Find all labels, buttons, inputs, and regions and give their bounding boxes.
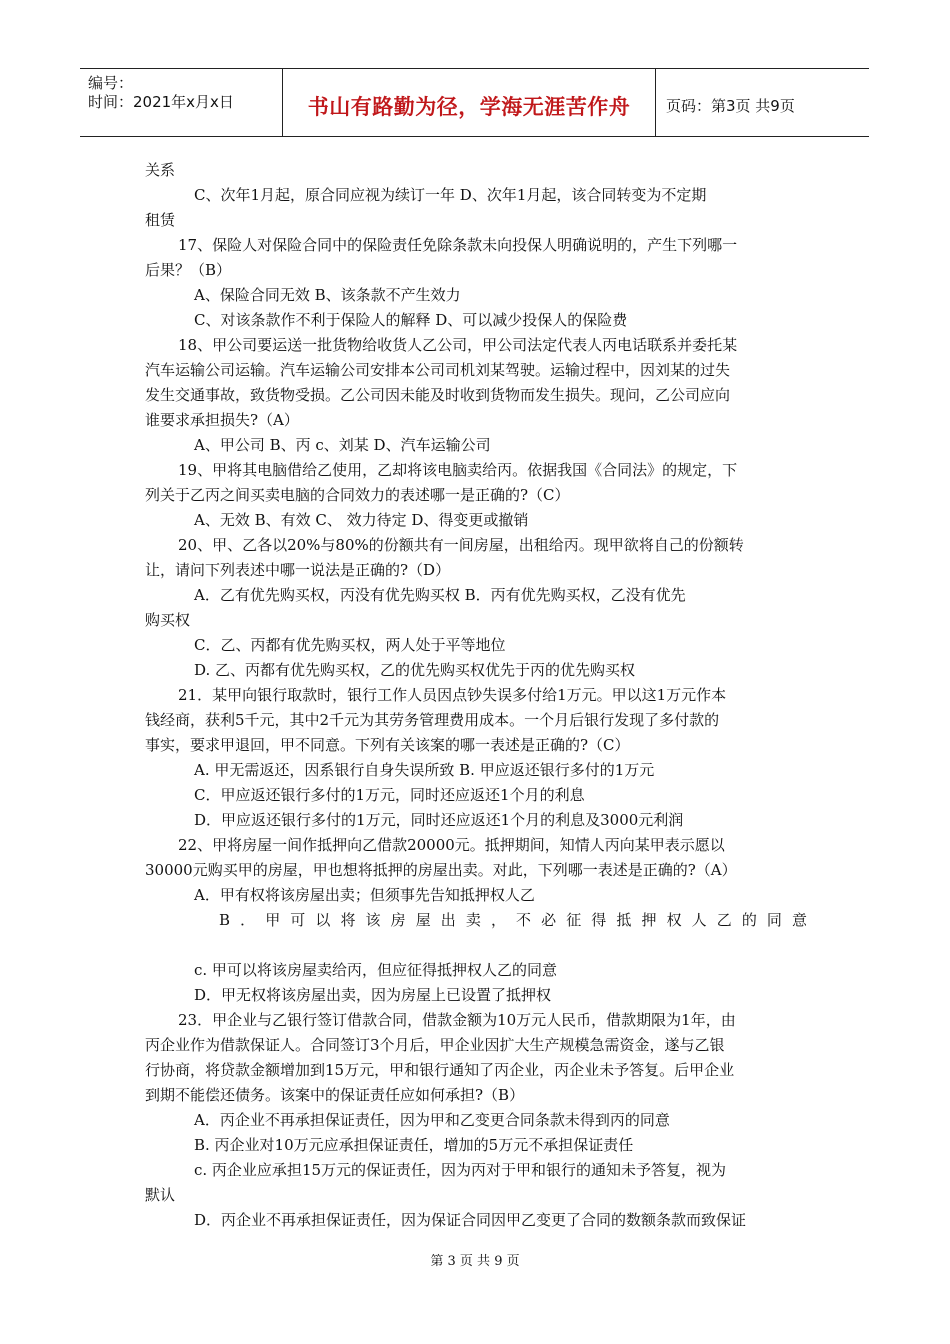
page-number-label: 页码：第3页 共9页 <box>666 97 795 115</box>
text-line: 租赁 <box>145 211 176 229</box>
text-line: C．乙、丙都有优先购买权，两人处于平等地位 <box>194 636 506 654</box>
text-line: 关系 <box>145 161 176 179</box>
text-line: 30000元购买甲的房屋，甲也想将抵押的房屋出卖。对此，下列哪一表述是正确的?（A） <box>145 861 737 879</box>
text-line: D. 乙、丙都有优先购买权，乙的优先购买权优先于丙的优先购买权 <box>194 661 636 679</box>
text-line: 行协商，将贷款金额增加到15万元，甲和银行通知了丙企业，丙企业未予答复。后甲企业 <box>145 1061 735 1079</box>
text-line: 17、保险人对保险合同中的保险责任免除条款未向投保人明确说明的，产生下列哪一 <box>178 236 738 254</box>
text-line: c. 丙企业应承担15万元的保证责任，因为丙对于甲和银行的通知未予答复，视为 <box>194 1161 727 1179</box>
time-label: 时间：2021年x月x日 <box>88 93 234 111</box>
text-line: C、次年1月起，原合同应视为续订一年 D、次年1月起，该合同转变为不定期 <box>194 186 707 204</box>
text-line: 列关于乙丙之间买卖电脑的合同效力的表述哪一是正确的?（C） <box>145 486 570 504</box>
text-line: 22、甲将房屋一间作抵押向乙借款20000元。抵押期间，知情人丙向某甲表示愿以 <box>178 836 725 854</box>
text-line: 18、甲公司要运送一批货物给收货人乙公司，甲公司法定代表人丙电话联系并委托某 <box>178 336 738 354</box>
motto-text: 书山有路勤为径，学海无涯苦作舟 <box>307 95 631 119</box>
page-header <box>80 68 869 137</box>
text-line: B．甲可以将该房屋出卖，不必征得抵押权人乙的同意 <box>219 911 807 929</box>
text-line: 21．某甲向银行取款时，银行工作人员因点钞失误多付给1万元。甲以这1万元作本 <box>178 686 727 704</box>
text-line: 发生交通事故，致货物受损。乙公司因未能及时收到货物而发生损失。现问，乙公司应向 <box>145 386 731 404</box>
text-line: 20、甲、乙各以20%与80%的份额共有一间房屋，出租给丙。现甲欲将自己的份额转 <box>178 536 744 554</box>
text-line: 让，请问下列表述中哪一说法是正确的?（D） <box>145 561 451 579</box>
text-line: 谁要求承担损失?（A） <box>145 411 299 429</box>
text-line: 到期不能偿还债务。该案中的保证责任应如何承担?（B） <box>145 1086 525 1104</box>
text-line: A、甲公司 B、丙 c、刘某 D、汽车运输公司 <box>194 436 491 454</box>
text-line: 钱经商，获利5千元，其中2千元为其劳务管理费用成本。一个月后银行发现了多付款的 <box>145 711 720 729</box>
text-line: B. 丙企业对10万元应承担保证责任，增加的5万元不承担保证责任 <box>194 1136 634 1154</box>
text-line: 汽车运输公司运输。汽车运输公司安排本公司司机刘某驾驶。运输过程中，因刘某的过失 <box>145 361 731 379</box>
header-meta <box>80 69 283 136</box>
text-line: A．甲有权将该房屋出卖；但须事先告知抵押权人乙 <box>194 886 535 904</box>
text-line: A．乙有优先购买权，丙没有优先购买权 B．丙有优先购买权，乙没有优先 <box>194 586 686 604</box>
page-footer: 第 3 页 共 9 页 <box>430 1254 520 1269</box>
text-line: c. 甲可以将该房屋卖给丙，但应征得抵押权人乙的同意 <box>194 961 557 979</box>
text-line: 19、甲将其电脑借给乙使用，乙却将该电脑卖给丙。依据我国《合同法》的规定，下 <box>178 461 738 479</box>
header-motto <box>283 69 656 136</box>
text-line: C、对该条款作不利于保险人的解释 D、可以减少投保人的保险费 <box>194 311 628 329</box>
text-line: A、保险合同无效 B、该条款不产生效力 <box>194 286 461 304</box>
text-line: C．甲应返还银行多付的1万元，同时还应返还1个月的利息 <box>194 786 585 804</box>
text-line: 后果？（B） <box>145 261 232 279</box>
code-label: 编号： <box>88 74 134 92</box>
text-line: 事实，要求甲退回，甲不同意。下列有关该案的哪一表述是正确的?（C） <box>145 736 630 754</box>
text-line: A．丙企业不再承担保证责任，因为甲和乙变更合同条款未得到丙的同意 <box>194 1111 670 1129</box>
text-line: A、无效 B、有效 C、 效力待定 D、得变更或撤销 <box>194 511 529 529</box>
text-line: D．甲无权将该房屋出卖，因为房屋上已设置了抵押权 <box>194 986 552 1004</box>
text-line: 购买权 <box>145 611 191 629</box>
text-line: 23．甲企业与乙银行签订借款合同，借款金额为10万元人民币，借款期限为1年，由 <box>178 1011 736 1029</box>
text-line: 默认 <box>145 1186 176 1204</box>
text-line: 丙企业作为借款保证人。合同签订3个月后，甲企业因扩大生产规模急需资金，遂与乙银 <box>145 1036 725 1054</box>
text-line: D．甲应返还银行多付的1万元，同时还应返还1个月的利息及3000元利润 <box>194 811 684 829</box>
text-line: D．丙企业不再承担保证责任，因为保证合同因甲乙变更了合同的数额条款而致保证 <box>194 1211 747 1229</box>
text-line: A. 甲无需返还，因系银行自身失误所致 B. 甲应返还银行多付的1万元 <box>194 761 655 779</box>
